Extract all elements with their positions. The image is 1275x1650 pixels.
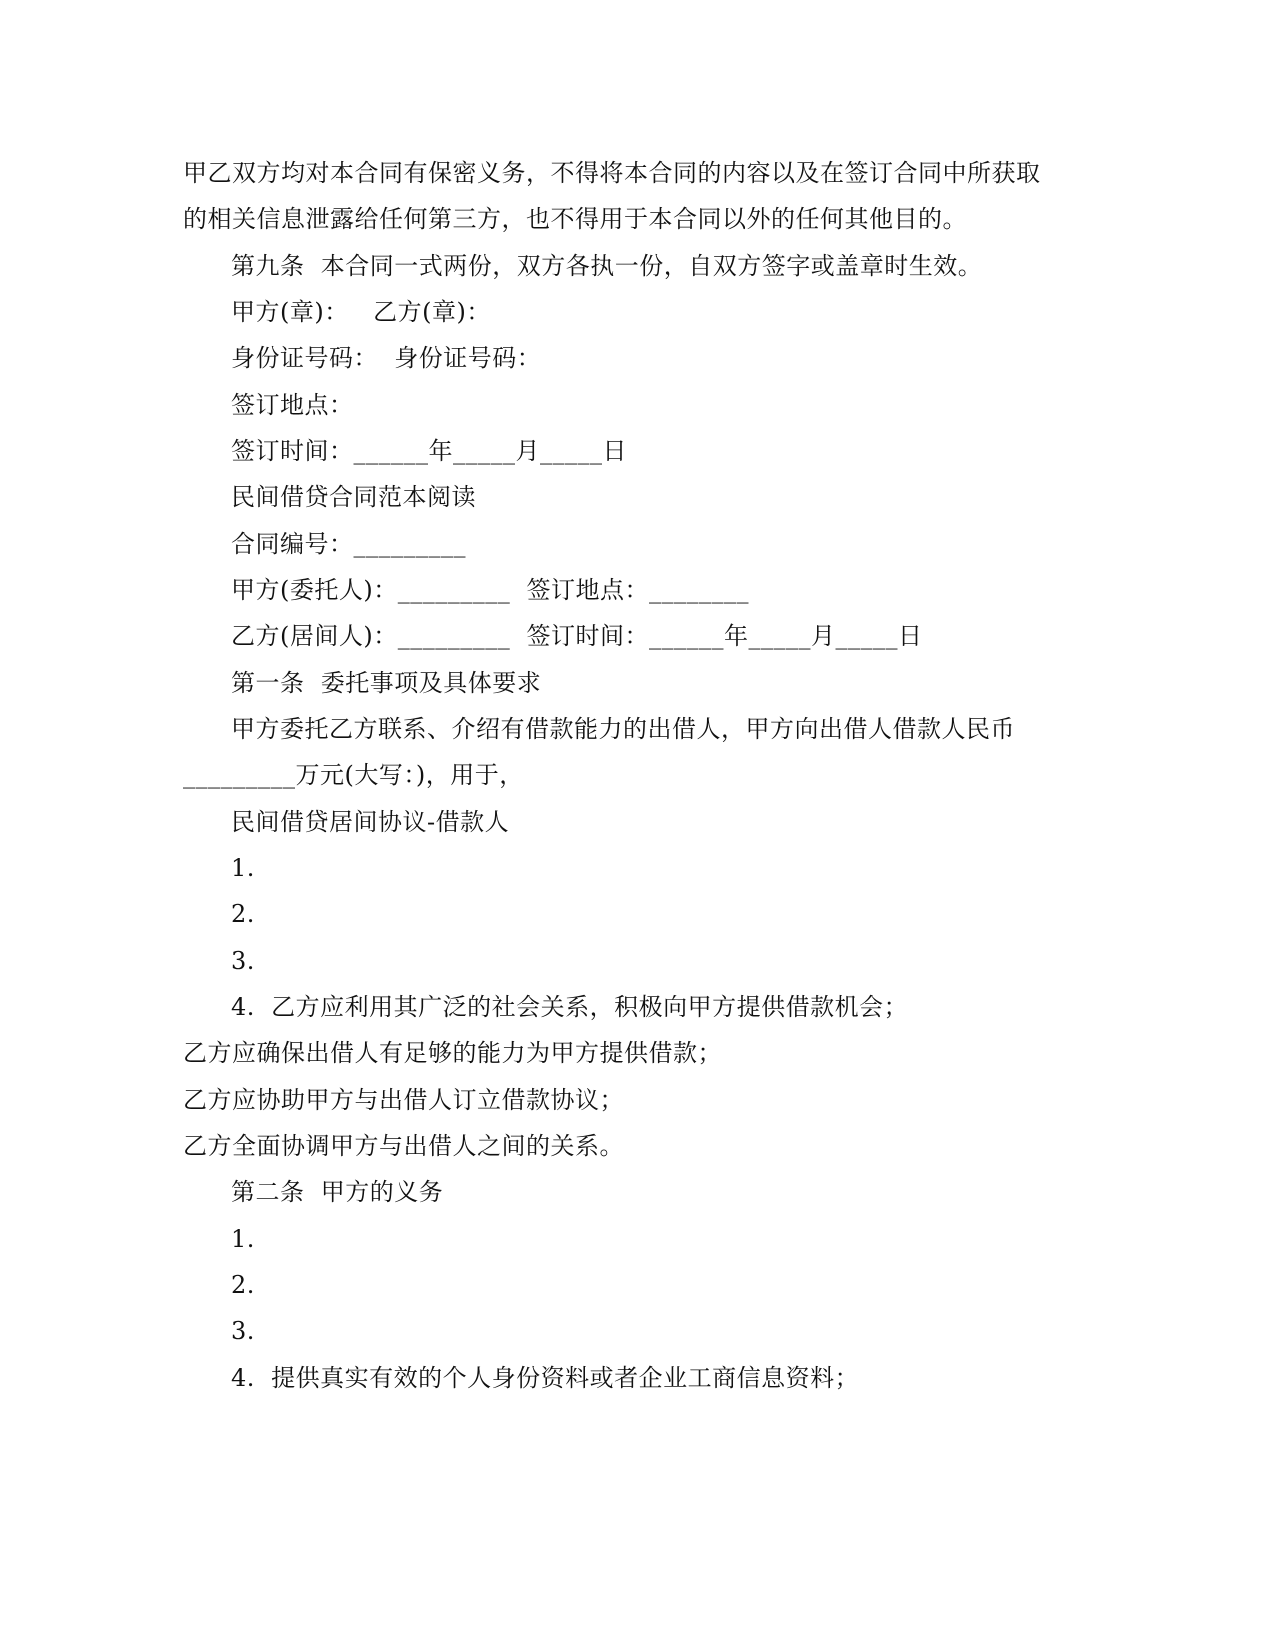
list-item: 1. (231, 854, 255, 882)
list-item: 2. (231, 900, 255, 928)
text-line: 身份证号码： 身份证号码： (231, 344, 542, 372)
text-line: 合同编号：_________ (231, 530, 466, 558)
section-heading: 民间借贷合同范本阅读 (231, 483, 476, 511)
text-line: 乙方应确保出借人有足够的能力为甲方提供借款； (183, 1039, 722, 1067)
text-line: 民间借贷居间协议-借款人 (231, 808, 510, 836)
list-item: 4. 提供真实有效的个人身份资料或者企业工商信息资料； (231, 1364, 860, 1392)
list-item: 3. (231, 1317, 255, 1345)
text-line: 甲方委托乙方联系、介绍有借款能力的出借人，甲方向出借人借款人民币 (231, 715, 1015, 743)
text-line: 签订时间：______年_____月_____日 (231, 437, 627, 465)
text-line: 乙方全面协调甲方与出借人之间的关系。 (183, 1132, 624, 1160)
text-line: 乙方应协助甲方与出借人订立借款协议； (183, 1086, 624, 1114)
list-item: 1. (231, 1225, 255, 1253)
text-line: 甲乙双方均对本合同有保密义务，不得将本合同的内容以及在签订合同中所获取 (183, 159, 1041, 187)
text-line: 甲方(章)： 乙方(章)： (231, 298, 491, 326)
text-line: 乙方(居间人)：_________ 签订时间：______年_____月_____日 (231, 622, 923, 650)
list-item: 3. (231, 947, 255, 975)
text-line: _________万元(大写：)，用于， (183, 761, 524, 789)
text-line: 的相关信息泄露给任何第三方，也不得用于本合同以外的任何其他目的。 (183, 205, 967, 233)
text-line: 签订地点： (231, 391, 354, 419)
list-item: 4. 乙方应利用其广泛的社会关系，积极向甲方提供借款机会； (231, 993, 909, 1021)
text-line: 甲方(委托人)：_________ 签订地点：________ (231, 576, 749, 604)
list-item: 2. (231, 1271, 255, 1299)
text-line: 第九条 本合同一式两份，双方各执一份，自双方签字或盖章时生效。 (231, 252, 983, 280)
article-heading: 第二条 甲方的义务 (231, 1178, 444, 1206)
article-heading: 第一条 委托事项及具体要求 (231, 669, 542, 697)
